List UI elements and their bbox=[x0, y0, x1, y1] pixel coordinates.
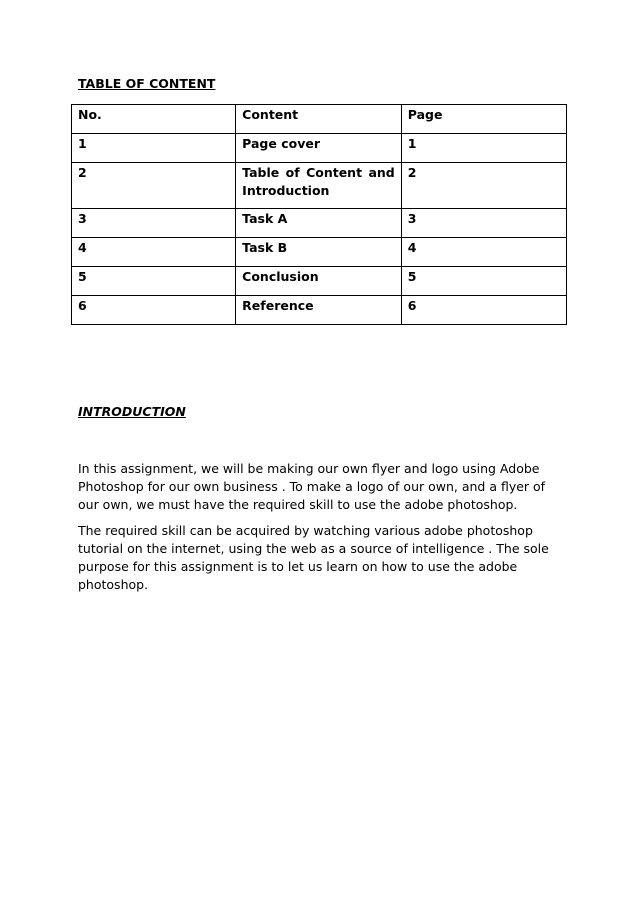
toc-row-content: Page cover bbox=[236, 134, 402, 163]
toc-header-page: Page bbox=[401, 105, 566, 134]
toc-row-page: 1 bbox=[401, 134, 566, 163]
toc-row-page: 5 bbox=[401, 267, 566, 296]
introduction-paragraph: The required skill can be acquired by watching various adobe photoshop tutorial on the internet, using the web as a source of intelligence . The sole purpose for this assignment is to let us learn on how to use the adobe photoshop. bbox=[78, 523, 549, 592]
toc-row-no: 1 bbox=[72, 134, 236, 163]
toc-table bbox=[71, 104, 567, 325]
toc-row-no: 4 bbox=[72, 238, 236, 267]
toc-row bbox=[72, 238, 567, 267]
toc-header-row bbox=[72, 105, 567, 134]
toc-row-content: Task A bbox=[236, 209, 402, 238]
toc-row-content: Reference bbox=[236, 296, 402, 325]
toc-row bbox=[72, 134, 567, 163]
toc-row-no: 5 bbox=[72, 267, 236, 296]
toc-row-page: 4 bbox=[401, 238, 566, 267]
toc-heading: TABLE OF CONTENT bbox=[78, 76, 216, 91]
toc-row bbox=[72, 267, 567, 296]
toc-row-content: Conclusion bbox=[236, 267, 402, 296]
toc-row-page: 3 bbox=[401, 209, 566, 238]
toc-row-page: 2 bbox=[401, 163, 566, 209]
toc-row-page: 6 bbox=[401, 296, 566, 325]
introduction-paragraph: In this assignment, we will be making our own flyer and logo using Adobe Photoshop for our own business . To make a logo of our own, and a flyer of our own, we must have the required skill to use the adobe photoshop. bbox=[78, 461, 546, 512]
toc-row bbox=[72, 163, 567, 209]
toc-row bbox=[72, 296, 567, 325]
introduction-heading: INTRODUCTION bbox=[78, 404, 186, 419]
toc-row-content: Table of Content and Introduction bbox=[236, 163, 402, 209]
toc-row-no: 3 bbox=[72, 209, 236, 238]
toc-row bbox=[72, 209, 567, 238]
toc-row-no: 6 bbox=[72, 296, 236, 325]
toc-header-no: No. bbox=[72, 105, 236, 134]
toc-row-no: 2 bbox=[72, 163, 236, 209]
toc-header-content: Content bbox=[236, 105, 402, 134]
toc-row-content: Task B bbox=[236, 238, 402, 267]
